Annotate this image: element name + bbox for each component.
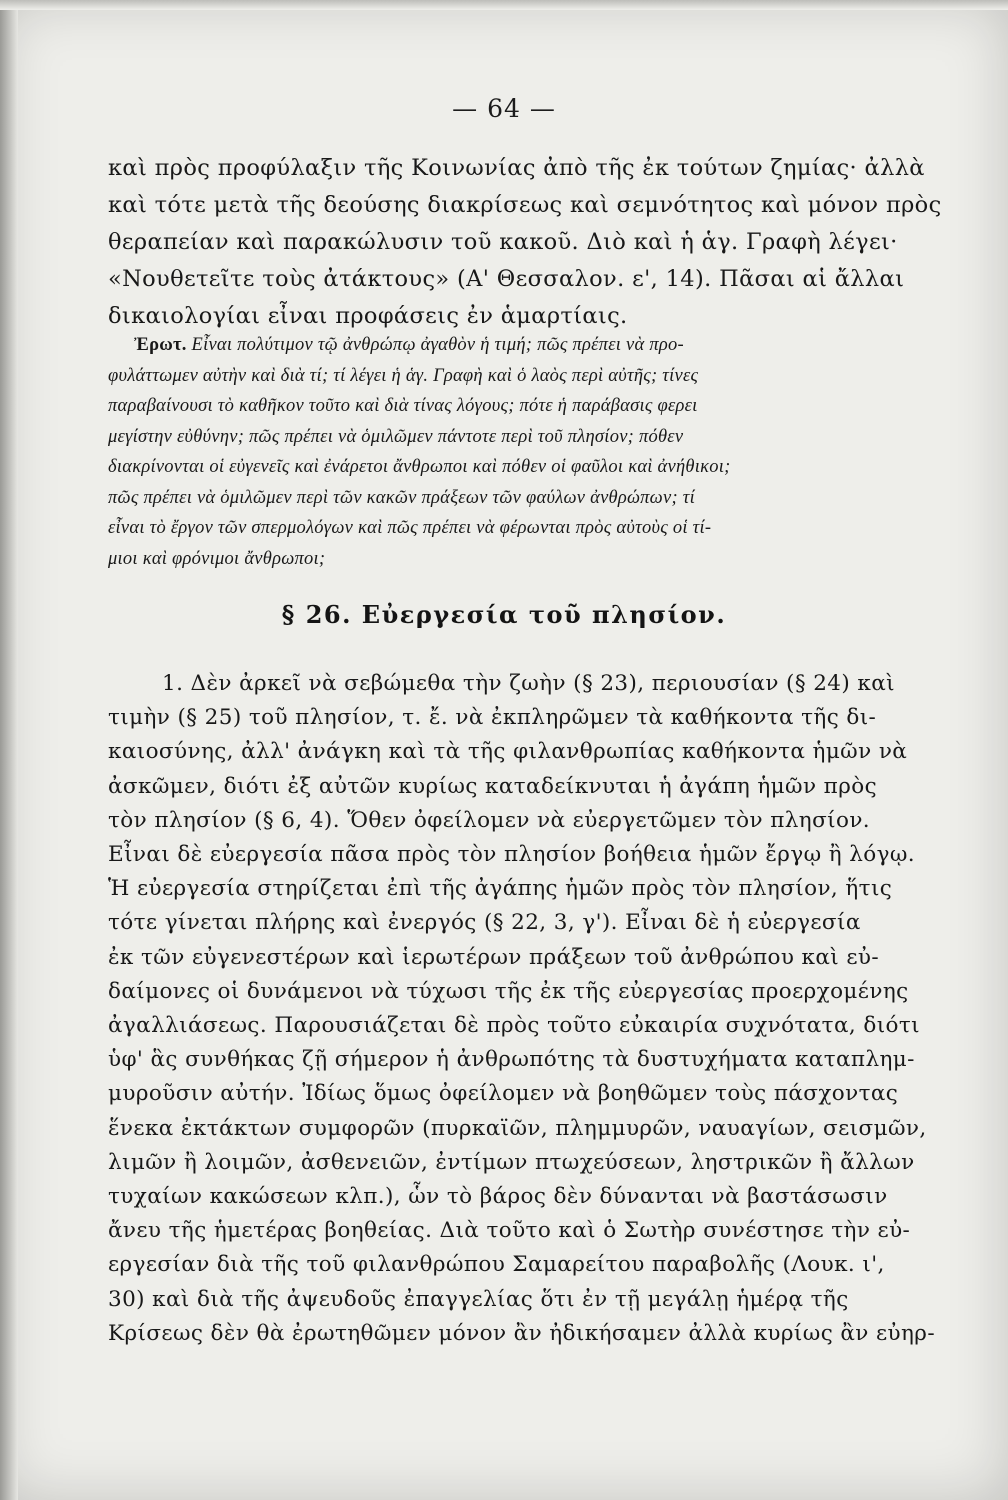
question-line: μιοι καὶ φρόνιμοι ἄνθρωποι; — [108, 548, 326, 569]
section-heading: § 26. Εὐεργεσία τοῦ πλησίον. — [281, 600, 727, 629]
text-line: ἐκ τῶν εὐγενεστέρων καὶ ἱερωτέρων πράξεων τοῦ ἀνθρώπου καὶ εὐ- — [108, 944, 880, 970]
text-line: «Νουθετεῖτε τοὺς ἀτάκτους» (Α' Θεσσαλον. ε', 14). Πᾶσαι αἱ ἄλλαι — [108, 266, 905, 292]
text-line: τότε γίνεται πλήρης καὶ ἐνεργός (§ 22, 3, γ'). Εἶναι δὲ ἡ εὐεργεσία — [108, 910, 861, 936]
text-line: καὶ πρὸς προφύλαξιν τῆς Κοινωνίας ἀπὸ τῆς ἐκ τούτων ζημίας· ἀλλὰ — [108, 155, 925, 181]
page-left-edge — [0, 0, 18, 1500]
intro-paragraph — [108, 150, 946, 335]
text-line: Ἡ εὐεργεσία στηρίζεται ἐπὶ τῆς ἀγάπης ἡμῶν πρὸς τὸν πλησίον, ἥτις — [108, 876, 893, 902]
question-text: Εἶναι πολύτιμον τῷ ἀνθρώπῳ ἀγαθὸν ἡ τιμή; πῶς πρέπει νὰ προ- — [191, 335, 684, 355]
question-line: εἶναι τὸ ἔργον τῶν σπερμολόγων καὶ πῶς πρέπει νὰ φέρωνται πρὸς αὐτοὺς οἱ τί- — [108, 518, 712, 538]
text-line: ἕνεκα ἐκτάκτων συμφορῶν (πυρκαϊῶν, πλημμυρῶν, ναυαγίων, σεισμῶν, — [108, 1115, 927, 1141]
question-line: φυλάττωμεν αὐτὴν καὶ διὰ τί; τί λέγει ἡ ἁγ. Γραφὴ καὶ ὁ λαὸς περὶ αὐτῆς; τίνες — [108, 365, 699, 386]
text-line: καὶ τότε μετὰ τῆς δεούσης διακρίσεως καὶ σεμνότητος καὶ μόνον πρὸς — [108, 192, 942, 218]
text-line: δαίμονες οἱ δυνάμενοι νὰ τύχωσι τῆς ἐκ τῆς εὐεργεσίας προερχομένης — [108, 978, 909, 1004]
text-line: καιοσύνης, ἀλλ' ἀνάγκη καὶ τὰ τῆς φιλανθρωπίας καθήκοντα ἡμῶν νὰ — [108, 739, 908, 765]
text-line: τυχαίων κακώσεων κλπ.), ὧν τὸ βάρος δὲν δύνανται νὰ βαστάσωσιν — [108, 1184, 888, 1210]
text-line: 30) καὶ διὰ τῆς ἀψευδοῦς ἐπαγγελίας ὅτι ἐν τῇ μεγάλῃ ἡμέρᾳ τῆς — [108, 1286, 849, 1312]
text-line: μυροῦσιν αὐτήν. Ἰδίως ὅμως ὀφείλομεν νὰ βοηθῶμεν τοὺς πάσχοντας — [108, 1081, 899, 1107]
body-paragraph — [108, 667, 946, 1351]
text-line: Κρίσεως δὲν θὰ ἐρωτηθῶμεν μόνον ἂν ἠδικήσαμεν ἀλλὰ κυρίως ἂν εὐηρ- — [108, 1320, 935, 1346]
text-line: 1. Δὲν ἀρκεῖ νὰ σεβώμεθα τὴν ζωὴν (§ 23), περιουσίαν (§ 24) καὶ — [162, 671, 895, 696]
text-line: δικαιολογίαι εἶναι προφάσεις ἐν ἁμαρτίαις. — [108, 303, 628, 329]
text-line: ἀσκῶμεν, διότι ἐξ αὐτῶν κυρίως καταδείκνυται ἡ ἀγάπη ἡμῶν πρὸς — [108, 773, 878, 799]
text-line: εργεσίαν διὰ τῆς τοῦ φιλανθρώπου Σαμαρείτου παραβολῆς (Λουκ. ι', — [108, 1252, 885, 1278]
question-block — [108, 330, 946, 574]
text-line: ὑφ' ἃς συνθήκας ζῇ σήμερον ἡ ἀνθρωπότης τὰ δυστυχήματα καταπλημ- — [108, 1047, 915, 1073]
page-top-edge — [0, 0, 1008, 10]
question-line: πῶς πρέπει νὰ ὁμιλῶμεν περὶ τῶν κακῶν πράξεων τῶν φαύλων ἀνθρώπων; τί — [108, 487, 695, 508]
question-lead: Ἐρωτ. — [134, 335, 187, 355]
text-line: λιμῶν ἢ λοιμῶν, ἀσθενειῶν, ἐντίμων πτωχεύσεων, ληστρικῶν ἢ ἄλλων — [108, 1149, 915, 1175]
page-number: — 64 — — [452, 94, 556, 123]
text-line: Εἶναι δὲ εὐεργεσία πᾶσα πρὸς τὸν πλησίον βοήθεια ἡμῶν ἔργῳ ἢ λόγῳ. — [108, 842, 916, 868]
question-line: μεγίστην εὐθύνην; πῶς πρέπει νὰ ὁμιλῶμεν πάντοτε περὶ τοῦ πλησίον; πόθεν — [108, 426, 684, 447]
question-first-line — [108, 330, 946, 361]
text-line: θεραπείαν καὶ παρακώλυσιν τοῦ κακοῦ. Διὸ καὶ ἡ ἁγ. Γραφὴ λέγει· — [108, 229, 898, 255]
text-line: τὸν πλησίον (§ 6, 4). Ὅθεν ὀφείλομεν νὰ εὐεργετῶμεν τὸν πλησίον. — [108, 807, 871, 833]
question-line: παραβαίνουσι τὸ καθῆκον τοῦτο καὶ διὰ τίνας λόγους; πότε ἡ παράβασις φερει — [108, 396, 698, 416]
text-line: ἄνευ τῆς ἡμετέρας βοηθείας. Διὰ τοῦτο καὶ ὁ Σωτὴρ συνέστησε τὴν εὐ- — [108, 1218, 911, 1244]
text-line: τιμὴν (§ 25) τοῦ πλησίον, τ. ἔ. νὰ ἐκπληρῶμεν τὰ καθήκοντα τῆς δι- — [108, 705, 877, 731]
text-line: ἀγαλλιάσεως. Παρουσιάζεται δὲ πρὸς τοῦτο εὐκαιρία συχνότατα, διότι — [108, 1013, 920, 1039]
question-line: διακρίνονται οἱ εὐγενεῖς καὶ ἐνάρετοι ἄνθρωποι καὶ πόθεν οἱ φαῦλοι καὶ ἀνήθικοι; — [108, 457, 731, 477]
